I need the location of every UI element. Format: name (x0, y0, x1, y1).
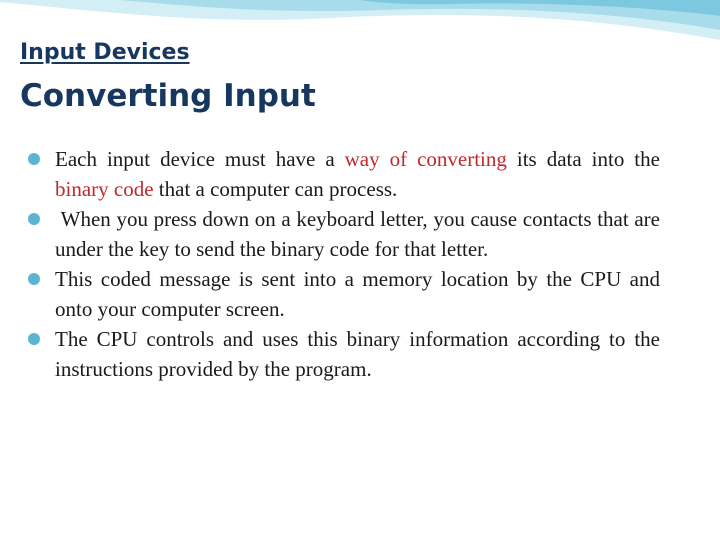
highlighted-text: way of converting (344, 147, 507, 171)
slide-title: Converting Input (20, 78, 316, 114)
bullet-text: its data into the (506, 147, 660, 171)
bullet-item (24, 204, 660, 264)
bullet-dot-icon (28, 213, 40, 225)
bullet-text: When you press down on a keyboard letter, you cause contacts that are under the key to send the binary code for that letter. (55, 207, 660, 261)
slide-subtitle: Input Devices (20, 40, 190, 65)
bullet-item (24, 264, 660, 324)
bullet-text: that a computer can process. (153, 177, 398, 201)
bullet-list (24, 144, 660, 384)
bullet-dot-icon (28, 273, 40, 285)
bullet-dot-icon (28, 153, 40, 165)
bullet-text: Each input device must have a (55, 147, 345, 171)
bullet-item (24, 144, 660, 204)
highlighted-text: binary code (55, 177, 154, 201)
bullet-text: This coded message is sent into a memory location by the CPU and onto your computer screen. (55, 267, 660, 321)
bullet-text: The CPU controls and uses this binary information according to the instructions provided by the program. (55, 327, 660, 381)
bullet-dot-icon (28, 333, 40, 345)
bullet-item (24, 324, 660, 384)
